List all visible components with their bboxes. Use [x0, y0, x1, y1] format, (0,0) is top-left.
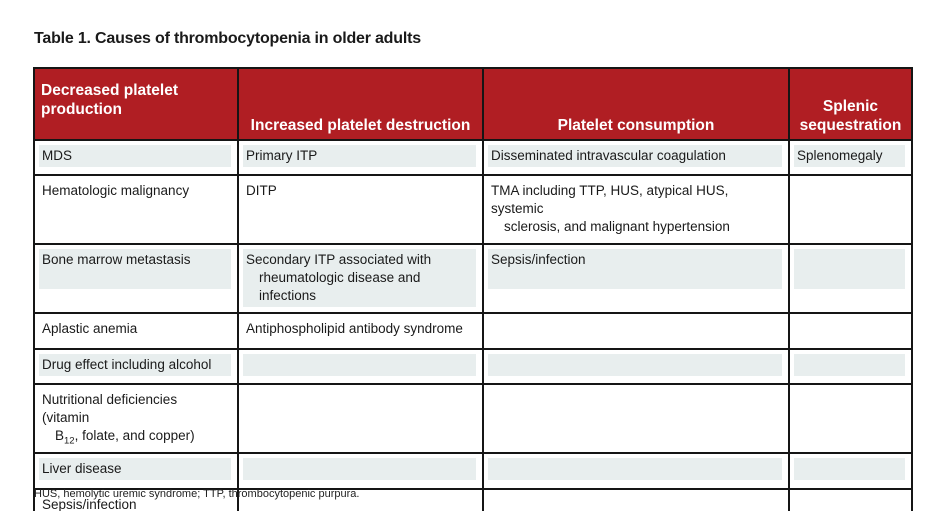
cell-text: Primary ITP	[243, 145, 476, 167]
cell-text: Disseminated intravascular coagulation	[488, 145, 782, 167]
cell-text	[794, 318, 905, 340]
table-cell	[483, 313, 789, 349]
table-row	[34, 244, 912, 313]
table-cell	[483, 489, 789, 511]
table-row	[34, 175, 912, 244]
table-cell	[483, 453, 789, 489]
table-cell	[238, 313, 483, 349]
header-platelet-consumption: Platelet consumption	[483, 68, 789, 140]
cell-text	[794, 180, 905, 202]
cell-line: Nutritional deficiencies (vitamin	[42, 392, 178, 425]
table-cell	[238, 384, 483, 453]
table-cell	[238, 140, 483, 175]
cell-line: sclerosis, and malignant hypertension	[504, 219, 730, 234]
cell-text	[488, 389, 782, 411]
cell-text	[243, 458, 476, 480]
cell-text: Drug effect including alcohol	[39, 354, 231, 376]
cell-text	[243, 354, 476, 376]
header-decreased-production: Decreased platelet production	[34, 68, 238, 140]
cell-text	[243, 249, 476, 307]
table-cell	[789, 175, 912, 244]
table-row	[34, 349, 912, 384]
table-caption: Table 1. Causes of thrombocytopenia in older adults	[34, 30, 421, 47]
cell-text: Aplastic anemia	[42, 321, 138, 336]
cell-text	[488, 318, 782, 340]
cell-text	[794, 354, 905, 376]
cell-text: Liver disease	[39, 458, 231, 480]
table-row	[34, 384, 912, 453]
cell-line	[42, 427, 228, 445]
cell-text: Bone marrow metastasis	[39, 249, 231, 289]
cell-fragment: , folate, and copper)	[74, 428, 195, 443]
cell-fragment: B	[55, 428, 65, 443]
header-increased-destruction: Increased platelet destruction	[238, 68, 483, 140]
cell-text: Hematologic malignancy	[42, 183, 190, 198]
table-row	[34, 140, 912, 175]
table-cell	[34, 384, 238, 453]
cell-line: TMA including TTP, HUS, atypical HUS, systemic	[491, 183, 729, 216]
table-cell	[34, 140, 238, 175]
causes-table	[33, 67, 913, 511]
table-cell	[483, 349, 789, 384]
cell-line: Secondary ITP associated with	[246, 252, 432, 267]
cell-text	[794, 494, 905, 511]
cell-text	[794, 458, 905, 480]
cell-text: Sepsis/infection	[42, 497, 137, 511]
header-splenic-sequestration: Splenic sequestration	[789, 68, 912, 140]
table-cell	[789, 313, 912, 349]
table-cell	[238, 244, 483, 313]
cell-line: rheumatologic disease and infections	[259, 270, 421, 303]
cell-text	[488, 494, 782, 511]
cell-text	[488, 458, 782, 480]
table-cell	[789, 384, 912, 453]
table-footnote: HUS, hemolytic uremic syndrome; TTP, thrombocytopenic purpura.	[34, 488, 360, 500]
cell-text: Splenomegaly	[794, 145, 905, 167]
table-cell	[34, 313, 238, 349]
cell-text	[794, 249, 905, 289]
table-row	[34, 453, 912, 489]
table-cell	[34, 175, 238, 244]
table-cell	[789, 349, 912, 384]
table-cell	[789, 453, 912, 489]
table-cell	[238, 175, 483, 244]
cell-text: MDS	[39, 145, 231, 167]
cell-text	[243, 389, 476, 411]
cell-text: Sepsis/infection	[488, 249, 782, 289]
table-cell	[238, 349, 483, 384]
table-cell	[238, 453, 483, 489]
table-cell	[483, 175, 789, 244]
table-cell	[34, 453, 238, 489]
cell-text	[794, 389, 905, 411]
cell-text	[488, 180, 782, 238]
table-cell	[789, 244, 912, 313]
table-cell	[34, 244, 238, 313]
table-cell	[789, 140, 912, 175]
table-cell	[34, 349, 238, 384]
cell-text: DITP	[246, 183, 277, 198]
table-cell	[789, 489, 912, 511]
table-cell	[483, 384, 789, 453]
cell-text	[39, 389, 231, 447]
table-cell	[483, 244, 789, 313]
cell-text	[488, 354, 782, 376]
subscript: 12	[64, 435, 75, 447]
table-row	[34, 313, 912, 349]
cell-text: Antiphospholipid antibody syndrome	[246, 321, 463, 336]
table-cell	[483, 140, 789, 175]
header-row	[34, 68, 912, 140]
